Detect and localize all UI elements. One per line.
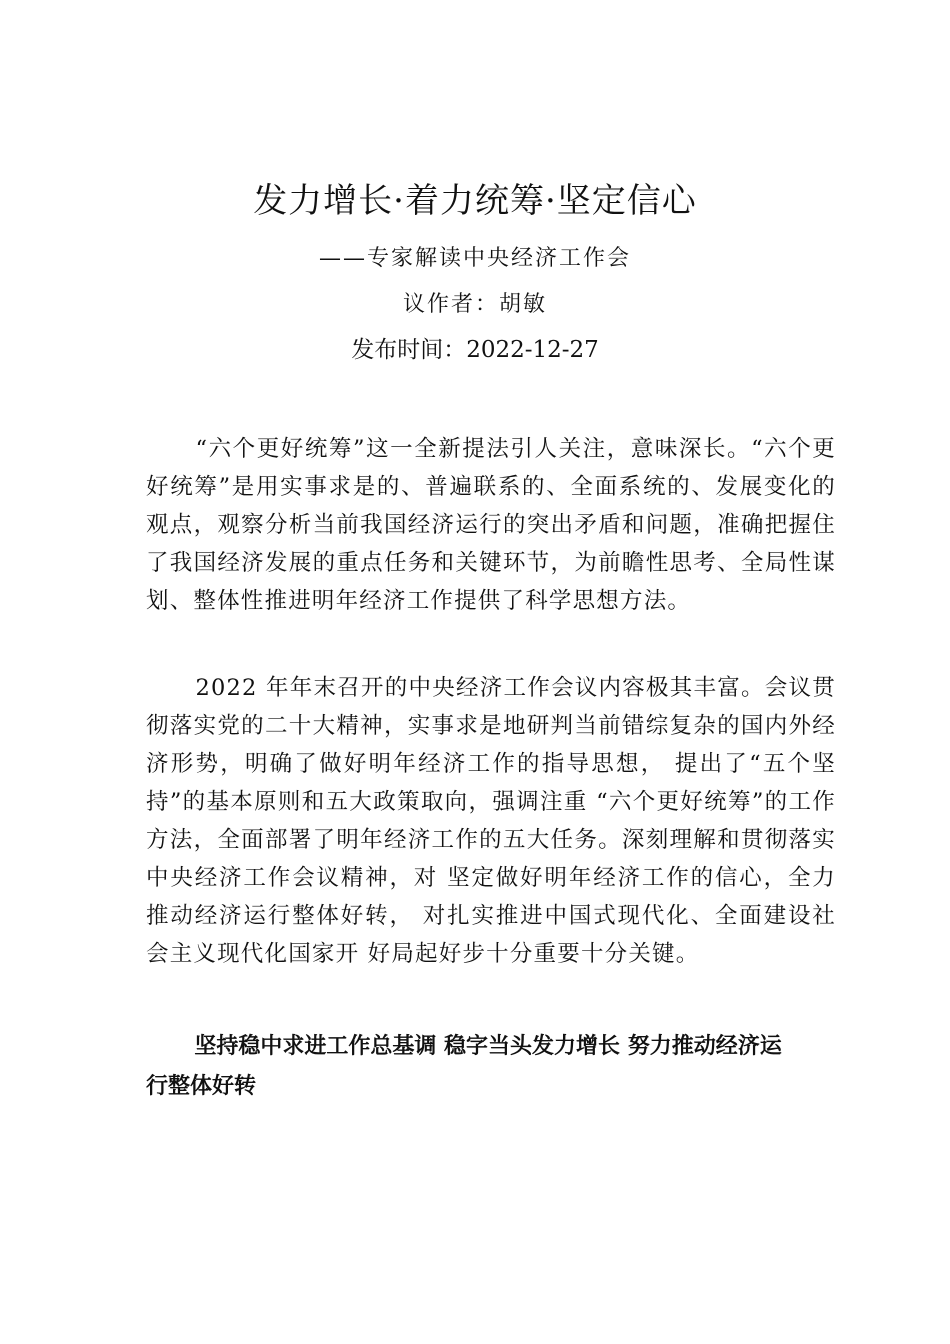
document-author: 议作者：胡敏 bbox=[402, 292, 547, 317]
body-paragraph: 2022 年年末召开的中央经济工作会议内容极其丰富。会议贯彻落实党的二十大精神，实事求是地研判当前错综复杂的国内外经济形势，明确了做好明年经济工作的指导思想， 提出了“五个坚持”的基本原则和五大政策取向，强调注重 “六个更好统筹”的工作方法，全面部署了明年经济工作的五大任务。深刻理解和贯彻落实中央经济工作会议精神，对 坚定做好明年经济工作的信心，全力推动经济运行整体好转， 对扎实推进中国式现代化、全面建设社会主义现代化国家开 好局起好步十分重要十分关键。 bbox=[146, 675, 836, 967]
body-paragraph-2-container bbox=[146, 669, 836, 973]
document-subtitle: ——专家解读中央经济工作会 bbox=[318, 246, 631, 271]
document-title: 发力增长·着力统筹·坚定信心 bbox=[253, 181, 697, 221]
body-paragraph: “六个更好统筹”这一全新提法引人关注，意味深长。“六个更好统筹”是用实事求是的、普遍联系的、全面系统的、发展变化的观点，观察分析当前我国经济运行的突出矛盾和问题，准确把握住了我国经济发展的重点任务和关键环节，为前瞻性思考、全局性谋划、整体性推进明年经济工作提供了科学思想方法。 bbox=[146, 436, 836, 614]
publish-date: 发布时间：2022-12-27 bbox=[351, 337, 599, 363]
body-paragraph-1-container bbox=[146, 430, 836, 620]
section-heading: 坚持稳中求进工作总基调 稳字当头发力增长 努力推动经济运行整体好转 bbox=[146, 1034, 782, 1099]
